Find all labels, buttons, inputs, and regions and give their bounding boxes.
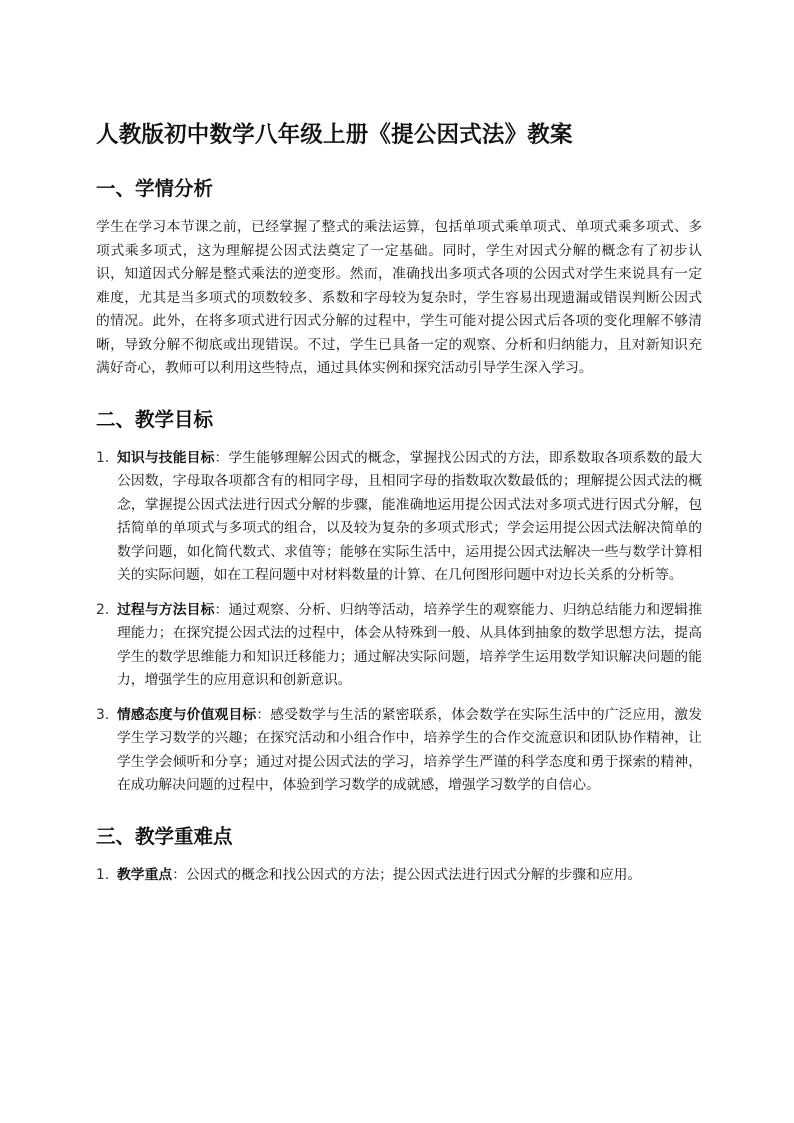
list-number: 1. bbox=[96, 866, 110, 883]
document-title: 人教版初中数学八年级上册《提公因式法》教案 bbox=[96, 122, 573, 148]
teaching-goals-list bbox=[96, 447, 702, 798]
goal-term: 情感态度与价值观目标 bbox=[117, 706, 257, 723]
student-analysis-paragraph: 学生在学习本节课之前，已经掌握了整式的乘法运算，包括单项式乘单项式、单项式乘多项式、多项式乘多项式，这为理解提公因式法奠定了一定基础。同时，学生对因式分解的概念有了初步认识，知道因式分解是整式乘法的逆变形。然而，准确找出多项式各项的公因式对学生来说具有一定难度，尤其是当多项式的项数较多、系数和字母较为复杂时，学生容易出现遗漏或错误判断公因式的情况。此外，在将多项式进行因式分解的过程中，学生可能对提公因式后各项的变化理解不够清晰，导致分解不彻底或出现错误。不过，学生已具备一定的观察、分析和归纳能力，且对新知识充满好奇心，教师可以利用这些特点，通过具体实例和探究活动引导学生深入学习。 bbox=[96, 219, 702, 376]
list-number: 2. bbox=[96, 601, 110, 618]
list-item bbox=[96, 599, 702, 693]
key-point-term: 教学重点 bbox=[117, 866, 173, 883]
goal-text: ：通过观察、分析、归纳等活动，培养学生的观察能力、归纳总结能力和逻辑推理能力；在探究提公因式法的过程中，体会从特殊到一般、从具体到抽象的数学思想方法，提高学生的数学思维能力和知识迁移能力；通过解决实际问题，培养学生运用数学知识解决问题的能力，增强学生的应用意识和创新意识。 bbox=[117, 601, 703, 688]
list-item bbox=[96, 864, 702, 888]
goal-term: 过程与方法目标 bbox=[117, 601, 215, 618]
list-item bbox=[96, 447, 702, 588]
list-number: 3. bbox=[96, 706, 110, 723]
key-point-text: ：公因式的概念和找公因式的方法；提公因式法进行因式分解的步骤和应用。 bbox=[172, 866, 642, 883]
section-heading-student-analysis: 一、学情分析 bbox=[96, 177, 214, 200]
document-page bbox=[96, 118, 702, 887]
section-heading-key-difficult-points: 三、教学重难点 bbox=[96, 824, 233, 848]
goal-text: ：感受数学与生活的紧密联系，体会数学在实际生活中的广泛应用，激发学生学习数学的兴趣；在探究活动和小组合作中，培养学生的合作交流意识和团队协作精神，让学生学会倾听和分享；通过对提公因式法的学习，培养学生严谨的科学态度和勇于探索的精神，在成功解决问题的过程中，体验到学习数学的成就感，增强学习数学的自信心。 bbox=[117, 706, 703, 793]
section-heading-teaching-goals: 二、教学目标 bbox=[96, 407, 214, 431]
key-points-list bbox=[96, 864, 702, 888]
goal-term: 知识与技能目标 bbox=[117, 449, 215, 466]
list-item bbox=[96, 704, 702, 798]
list-number: 1. bbox=[96, 449, 110, 466]
goal-text: ：学生能够理解公因式的概念，掌握找公因式的方法，即系数取各项系数的最大公因数，字母取各项都含有的相同字母，且相同字母的指数取次数最低的；理解提公因式法的概念，掌握提公因式法进行因式分解的步骤，能准确地运用提公因式法对多项式进行因式分解，包括简单的单项式与多项式的组合，以及较为复杂的多项式形式；学会运用提公因式法解决简单的数学问题，如化简代数式、求值等；能够在实际生活中，运用提公因式法解决一些与数学计算相关的实际问题，如在工程问题中对材料数量的计算、在几何图形问题中对边长关系的分析等。 bbox=[117, 449, 703, 583]
